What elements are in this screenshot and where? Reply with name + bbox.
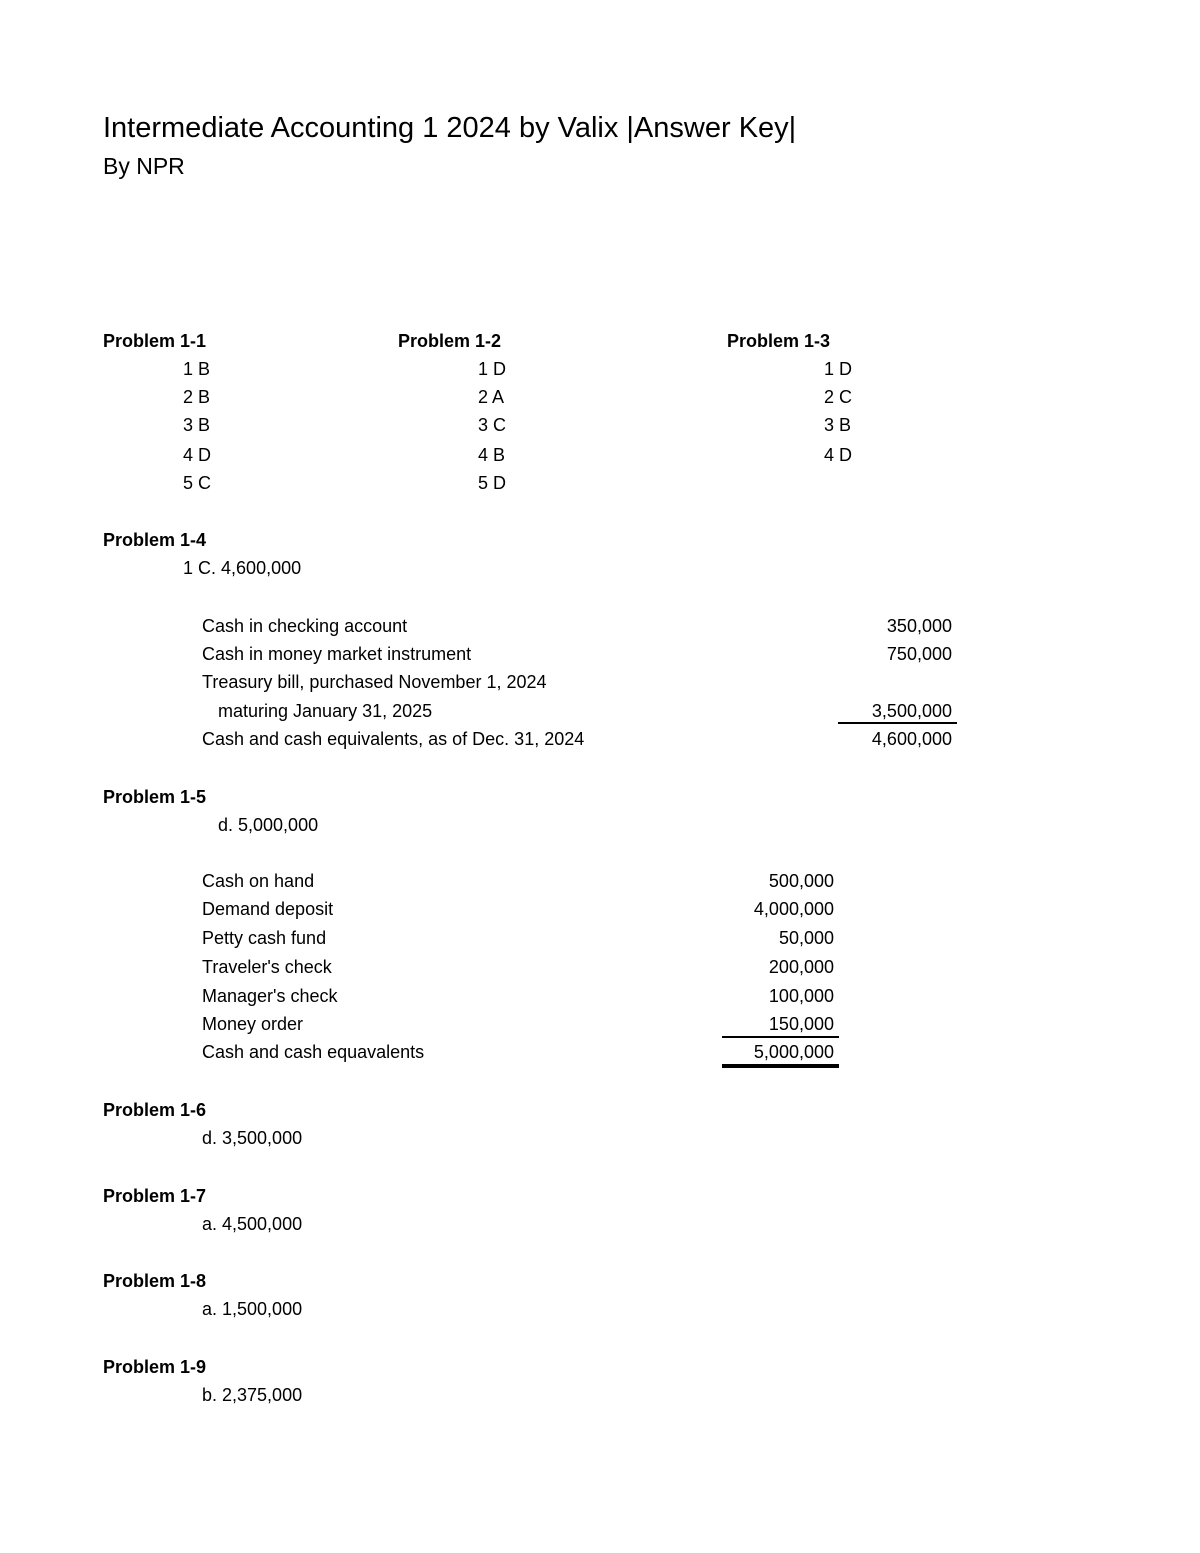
computation-total-amount: 4,600,000: [871, 729, 952, 749]
answer-number: 2: [183, 387, 194, 407]
answer-number: 1: [183, 359, 194, 379]
answer-letter: B: [198, 387, 211, 407]
computation-amount: 750,000: [886, 644, 952, 664]
problem-1-7-answer: a. 4,500,000: [202, 1214, 303, 1234]
problem-1-6-heading: Problem 1-6: [103, 1100, 207, 1120]
answer-number: 2: [478, 387, 489, 407]
computation-label: Petty cash fund: [202, 928, 327, 948]
answer-letter: C: [839, 387, 853, 407]
answer-number: 1: [478, 359, 489, 379]
answer-letter: C: [198, 473, 212, 493]
answer-letter: D: [839, 359, 853, 379]
answer-letter: B: [198, 359, 211, 379]
answer-row: [478, 358, 506, 380]
problem-1-8-heading: Problem 1-8: [103, 1271, 207, 1291]
subtotal-underline: [722, 1036, 839, 1038]
answer-number: 3: [478, 415, 489, 435]
problem-1-5-answer: d. 5,000,000: [218, 815, 319, 835]
computation-amount: 150,000: [768, 1014, 834, 1034]
answer-row: [824, 444, 852, 466]
computation-label: Cash in checking account: [202, 616, 408, 636]
computation-amount: 500,000: [768, 871, 834, 891]
document-title: Intermediate Accounting 1 2024 by Valix |Answer Key|: [103, 112, 797, 144]
total-double-underline: [722, 1064, 839, 1068]
answer-number: 3: [183, 415, 194, 435]
computation-amount: 4,000,000: [753, 899, 834, 919]
problem-1-6-answer: d. 3,500,000: [202, 1128, 303, 1148]
answer-row: [183, 414, 210, 436]
problem-1-4-heading: Problem 1-4: [103, 530, 207, 550]
answer-row: [824, 386, 852, 408]
problem-1-4-answer: [183, 557, 301, 579]
answer-row: [183, 386, 210, 408]
answer-number: 5: [478, 473, 489, 493]
answer-row: [183, 358, 210, 380]
problem-1-3-heading: Problem 1-3: [727, 331, 831, 351]
answer-value: C. 4,600,000: [198, 558, 302, 578]
problem-1-9-answer: b. 2,375,000: [202, 1385, 303, 1405]
answer-number: 1: [824, 359, 835, 379]
answer-row: [824, 414, 851, 436]
problem-1-1-heading: Problem 1-1: [103, 331, 207, 351]
answer-row: [183, 472, 211, 494]
computation-label: Cash on hand: [202, 871, 315, 891]
answer-number: 3: [824, 415, 835, 435]
computation-amount: 3,500,000: [871, 701, 952, 721]
answer-number: 4: [183, 445, 194, 465]
answer-number: 2: [824, 387, 835, 407]
answer-row: [478, 444, 505, 466]
document-author: By NPR: [103, 153, 185, 179]
answer-letter: C: [493, 415, 507, 435]
computation-label: Demand deposit: [202, 899, 334, 919]
computation-amount: 50,000: [778, 928, 834, 948]
answer-letter: A: [492, 387, 505, 407]
answer-number: 1: [183, 558, 194, 578]
answer-letter: B: [493, 445, 506, 465]
computation-amount: 200,000: [768, 957, 834, 977]
computation-label: Traveler's check: [202, 957, 332, 977]
answer-letter: D: [493, 473, 507, 493]
answer-row: [478, 414, 506, 436]
answer-number: 5: [183, 473, 194, 493]
answer-row: [183, 444, 211, 466]
computation-total-label: Cash and cash equivalents, as of Dec. 31, 2024: [202, 729, 585, 749]
computation-total-amount: 5,000,000: [753, 1042, 834, 1062]
answer-letter: D: [493, 359, 507, 379]
computation-label: Cash in money market instrument: [202, 644, 472, 664]
computation-label: Manager's check: [202, 986, 338, 1006]
computation-label: Money order: [202, 1014, 304, 1034]
answer-letter: B: [839, 415, 852, 435]
computation-label: maturing January 31, 2025: [218, 701, 433, 721]
answer-row: [478, 386, 504, 408]
problem-1-8-answer: a. 1,500,000: [202, 1299, 303, 1319]
subtotal-underline: [838, 722, 957, 724]
computation-label: Treasury bill, purchased November 1, 2024: [202, 672, 547, 692]
problem-1-7-heading: Problem 1-7: [103, 1186, 207, 1206]
answer-row: [824, 358, 852, 380]
answer-letter: D: [198, 445, 212, 465]
computation-amount: 350,000: [886, 616, 952, 636]
answer-number: 4: [824, 445, 835, 465]
problem-1-5-heading: Problem 1-5: [103, 787, 207, 807]
problem-1-9-heading: Problem 1-9: [103, 1357, 207, 1377]
computation-amount: 100,000: [768, 986, 834, 1006]
answer-number: 4: [478, 445, 489, 465]
computation-total-label: Cash and cash equavalents: [202, 1042, 425, 1062]
answer-letter: B: [198, 415, 211, 435]
answer-letter: D: [839, 445, 853, 465]
answer-row: [478, 472, 506, 494]
problem-1-2-heading: Problem 1-2: [398, 331, 502, 351]
